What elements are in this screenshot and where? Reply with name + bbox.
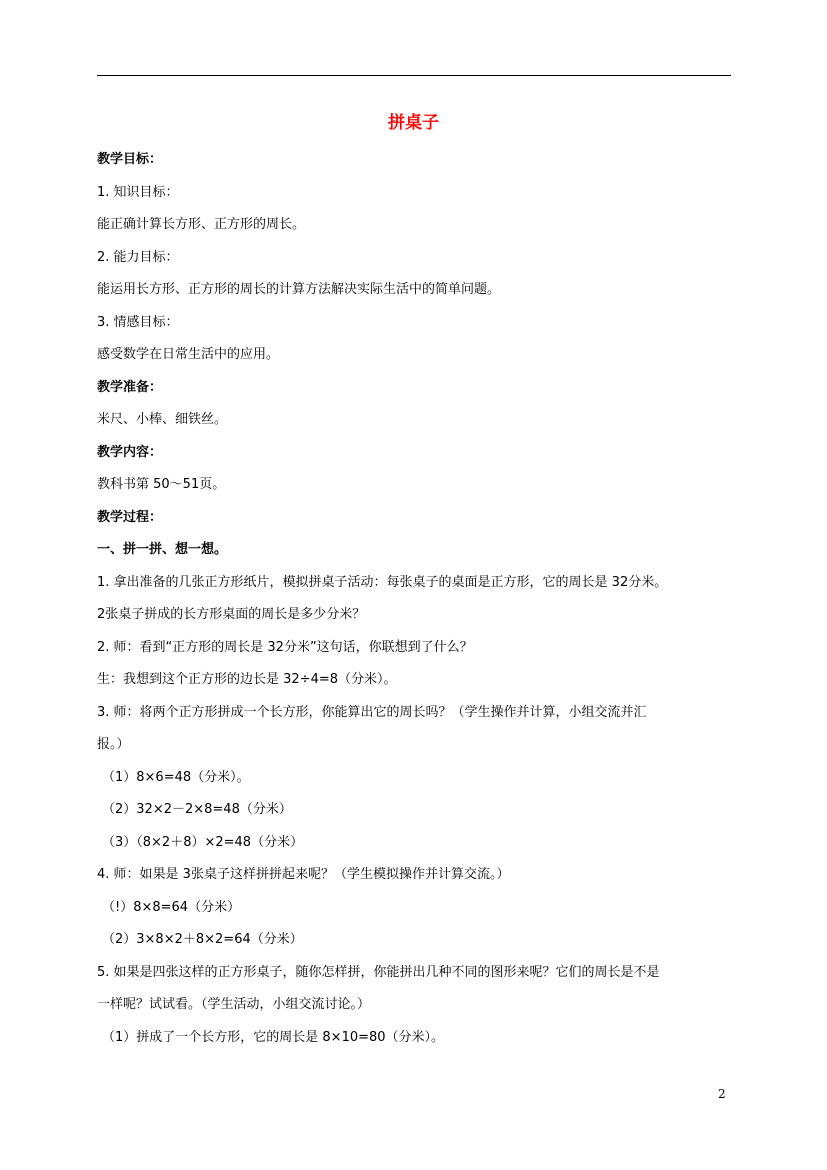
section-heading-objectives: 教学目标： bbox=[97, 152, 163, 167]
section-heading-preparation: 教学准备： bbox=[97, 380, 163, 395]
page-number: 2 bbox=[718, 1087, 726, 1101]
text-line: 3. 师：将两个正方形拼成一个长方形，你能算出它的周长吗？（学生操作并计算，小组交流并汇 bbox=[97, 705, 647, 720]
text-line: 5. 如果是四张这样的正方形桌子，随你怎样拼，你能拼出几种不同的图形来呢？它们的周长是不是 bbox=[97, 965, 660, 980]
text-line: （!）8×8=64（分米） bbox=[102, 900, 241, 915]
text-line: 2张桌子拼成的长方形桌面的周长是多少分米？ bbox=[97, 607, 366, 622]
text-line: 1. 拿出准备的几张正方形纸片，模拟拼桌子活动：每张桌子的桌面是正方形，它的周长是 32分米。 bbox=[97, 575, 668, 590]
section-heading-content: 教学内容： bbox=[97, 445, 163, 460]
text-line: （2）32×2－2×8=48（分米） bbox=[102, 802, 292, 817]
section-heading-process: 教学过程： bbox=[97, 510, 163, 525]
text-line: 感受数学在日常生活中的应用。 bbox=[97, 347, 280, 362]
text-line: 3. 情感目标： bbox=[97, 315, 179, 330]
text-line: 报。） bbox=[97, 737, 130, 752]
text-line: 4. 师：如果是 3张桌子这样拼拼起来呢？（学生模拟操作并计算交流。） bbox=[97, 867, 510, 882]
text-line: （3）（8×2＋8）×2=48（分米） bbox=[102, 835, 304, 850]
text-line: 1. 知识目标： bbox=[97, 185, 179, 200]
document-title: 拼桌子 bbox=[388, 113, 439, 133]
text-line: 2. 师：看到“正方形的周长是 32分米”这句话，你联想到了什么？ bbox=[97, 640, 473, 655]
text-line: 教科书第 50～51页。 bbox=[97, 477, 226, 492]
subsection-heading: 一、拼一拼、想一想。 bbox=[97, 542, 228, 557]
text-line: 2. 能力目标： bbox=[97, 250, 179, 265]
text-line: 米尺、小棒、细铁丝。 bbox=[97, 412, 228, 427]
header-rule bbox=[97, 75, 731, 76]
text-line: （1）8×6=48（分米）。 bbox=[102, 770, 250, 785]
text-line: （2）3×8×2＋8×2=64（分米） bbox=[102, 932, 303, 947]
text-line: （1）拼成了一个长方形，它的周长是 8×10=80（分米）。 bbox=[102, 1030, 445, 1045]
text-line: 能正确计算长方形、正方形的周长。 bbox=[97, 217, 306, 232]
text-line: 生：我想到这个正方形的边长是 32÷4=8（分米）。 bbox=[97, 672, 397, 687]
text-line: 能运用长方形、正方形的周长的计算方法解决实际生活中的简单问题。 bbox=[97, 282, 501, 297]
text-line: 一样呢？试试看。（学生活动，小组交流讨论。） bbox=[97, 997, 371, 1012]
